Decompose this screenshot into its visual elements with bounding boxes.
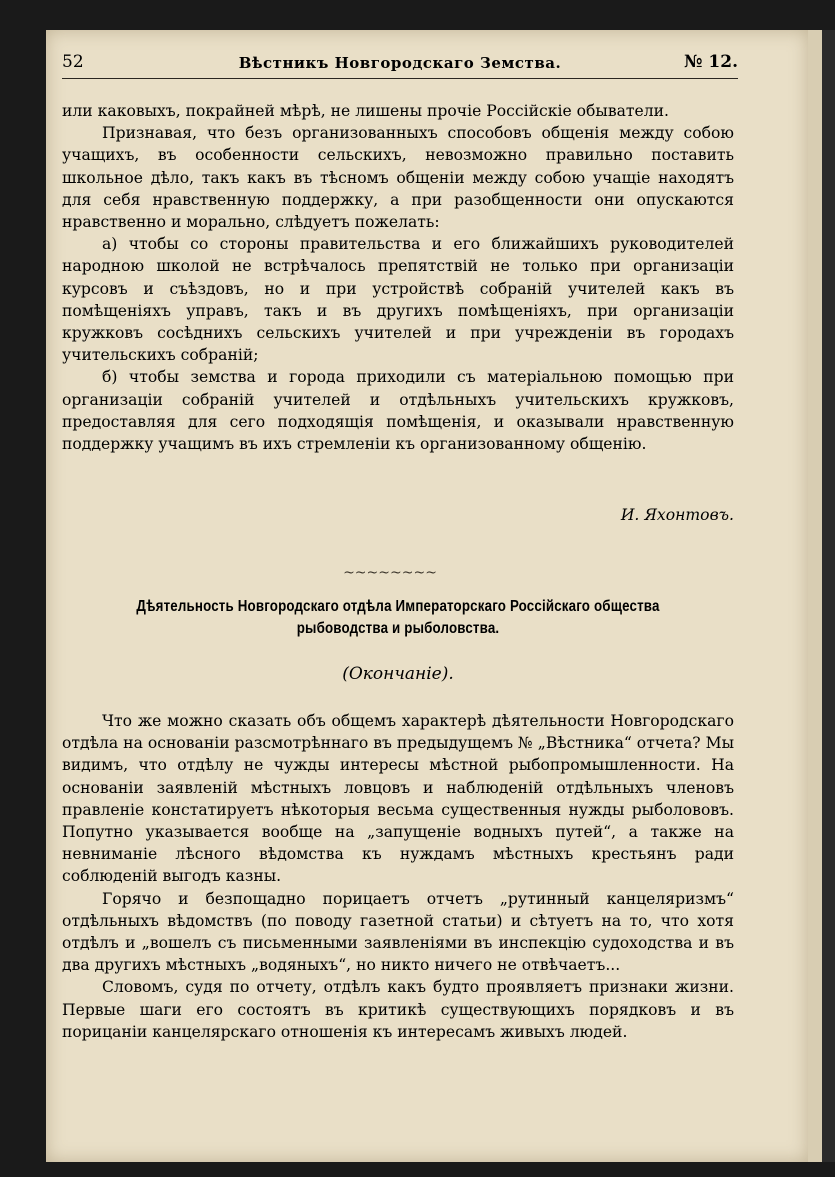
article-subtitle: (Окончаніе). [342, 664, 454, 684]
page-number: 52 [62, 52, 84, 72]
paragraph: или каковыхъ, покрайней мѣрѣ, не лишены прочіе Россійскіе обыватели. [62, 102, 670, 120]
paragraph: Признавая, что безъ организованныхъ способовъ общенія между собою учащихъ, въ особенности сельскихъ, невозможно правильно поставить школьное дѣло, такъ какъ въ тѣсномъ общеніи между собою учащіе находятъ для себя нравственную поддержку, а при разобщенности они опускаются нравственно и морально, слѣдуетъ пожелать: [62, 124, 734, 232]
paragraph: б) чтобы земства и города приходили съ матеріальною помощью при организаціи собраній учителей и отдѣльныхъ учительскихъ кружковъ, предоставляя для сего подходящія помѣщенія, и оказывали нравственную поддержку учащимъ въ ихъ стремленіи къ организованному общенію. [62, 368, 734, 454]
paragraph: Словомъ, судя по отчету, отдѣлъ какъ будто проявляетъ признаки жизни. Первые шаги его состоятъ въ критикѣ существующихъ порядковъ и въ порицаніи канцелярскаго отношенія къ интересамъ живыхъ людей. [62, 978, 734, 1041]
author-signature: И. Яхонтовъ. [620, 506, 734, 524]
article1-body [62, 100, 734, 455]
issue-number: № 12. [684, 52, 738, 72]
article2-body [62, 710, 734, 1043]
section-divider-ornament: ~~~~~~~~ [343, 565, 437, 581]
paragraph: Горячо и безпощадно порицаетъ отчетъ „рутинный канцеляризмъ“ отдѣльныхъ вѣдомствъ (по поводу газетной статьи) и сѣтуетъ на то, что хотя отдѣлъ и „вошелъ съ письменными заявленіями въ инспекцію судоходства и въ два другихъ мѣстныхъ „водяныхъ“, но никто ничего не отвѣчаетъ... [62, 889, 734, 975]
scan-border [822, 30, 835, 1162]
paragraph: а) чтобы со стороны правительства и его ближайшихъ руководителей народною школой не встрѣчалось препятствій не только при организаціи курсовъ и съѣздовъ, но и при устройствѣ собраній учителей какъ въ помѣщеніяхъ управъ, такъ и въ другихъ помѣщеніяхъ, при организаціи кружковъ сосѣднихъ сельскихъ учителей и при учрежденіи въ городахъ учительскихъ собраній; [62, 235, 734, 365]
page-edge [808, 30, 822, 1162]
page-header [62, 52, 738, 79]
paragraph: Что же можно сказать объ общемъ характерѣ дѣятельности Новгородскаго отдѣла на основаніи разсмотрѣннаго въ предыдущемъ № „Вѣстника“ отчета? Мы видимъ, что отдѣлу не чужды интересы мѣстной рыбопромышленности. На основаніи заявленій мѣстныхъ ловцовъ и наблюденій отдѣльныхъ членовъ правленіе констатируетъ нѣкоторыя весьма существенныя нужды рыболововъ. Попутно указывается вообще на „запущеніе водныхъ путей“, а также на невниманіе лѣсного вѣдомства къ нуждамъ мѣстныхъ крестьянъ ради соблюденій выгодъ казны. [62, 712, 734, 886]
running-title: Вѣстникъ Новгородскаго Земства. [238, 54, 562, 72]
article-title: Дѣятельность Новгородскаго отдѣла Императорскаго Россійскаго общества рыбоводства и рыболовства. [136, 598, 660, 637]
